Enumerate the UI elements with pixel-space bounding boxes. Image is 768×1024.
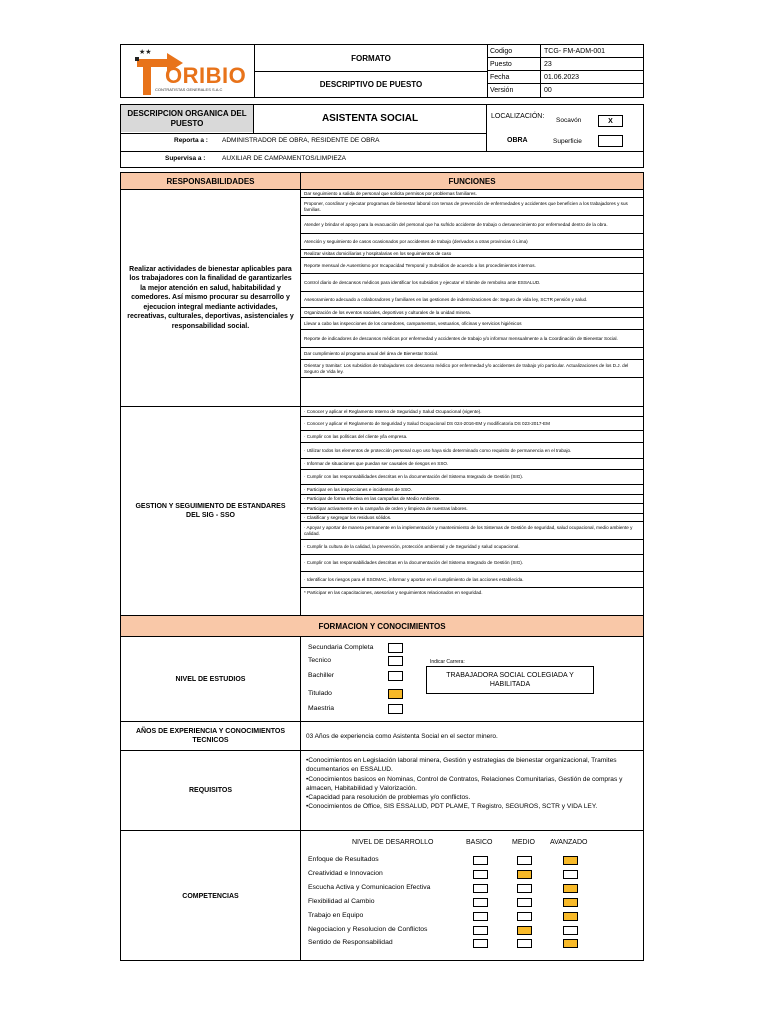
socavon-label: Socavón [556, 117, 582, 124]
competencia-medio-checkbox[interactable] [517, 926, 532, 935]
supervisa-value: AUXILIAR DE CAMPAMENTOS/LIMPIEZA [222, 155, 347, 162]
nivel-label: Titulado [308, 690, 332, 697]
funcion-item: Reporte mensual de Ausentismo por Incapacidad Temporal y Subsidios de acuerdo a los procedimientos internos. [301, 258, 643, 274]
sig-funcion-item: · Participar en las inspecciones e incidentes de SSO. [301, 485, 643, 495]
sig-funcion-item: · Clasificar y segregar los residuos sólidos. [301, 514, 643, 522]
comp-header-medio: MEDIO [512, 839, 535, 846]
funcion-item: Llevar a cabo las inspecciones de los comedores, campamentos, vestuarios, oficinas y servicios higiénicos [301, 318, 643, 330]
logo-subtitle: CONTRATISTAS GENERALES S.A.C [155, 87, 223, 92]
competencia-medio-checkbox[interactable] [517, 884, 532, 893]
formacion-header: FORMACION Y CONOCIMIENTOS [121, 616, 643, 636]
sig-funcion-item: · Informar de situaciones que puedan ser causales de riesgos en SSO. [301, 459, 643, 470]
nivel-label: Maestria [308, 705, 335, 712]
sig-funcion-item: · Cumplir la cultura de la calidad, la prevención, protección ambiental y de Seguridad y salud ocupacional. [301, 540, 643, 555]
funcion-item: Atención y seguimiento de casos ocasionados por accidentes de trabajo (derivados a otras provincias ó Lima) [301, 234, 643, 250]
funcion-item: Realizar visitas domiciliarias y hospitalarias en los seguimientos de caso [301, 250, 643, 258]
reporta-value: ADMINISTRADOR DE OBRA, RESIDENTE DE OBRA [222, 137, 380, 144]
competencia-label: Trabajo en Equipo [308, 911, 364, 919]
requisitos-label: REQUISITOS [188, 787, 233, 794]
funcion-item: Proponer, coordinar y ejecutar programas de bienestar laboral con temas de prevención de enfermedades y accidentes que beneficien a los trabajadores y sus familias. [301, 198, 643, 216]
competencia-medio-checkbox[interactable] [517, 870, 532, 879]
competencia-avanzado-checkbox[interactable] [563, 939, 578, 948]
meta-codigo-label: Codigo [490, 47, 513, 55]
svg-text:★★: ★★ [139, 48, 152, 56]
sig-funcion-item: · Conocer y aplicar el Reglamento de Seguridad y Salud Ocupacional DS 024-2016-EM y modificatoria DS 023-2017-EM [301, 417, 643, 431]
meta-fecha-value: 01.06.2023 [544, 73, 580, 81]
competencia-avanzado-checkbox[interactable] [563, 898, 578, 907]
obra-label: OBRA [507, 137, 528, 144]
comp-header-avanzado: AVANZADO [550, 839, 588, 846]
competencia-basico-checkbox[interactable] [473, 870, 488, 879]
experiencia-label: AÑOS DE EXPERIENCIA Y CONOCIMIENTOS TECNICOS [135, 728, 286, 744]
org-title: DESCRIPCION ORGANICA DEL PUESTO [121, 105, 253, 132]
meta-puesto-value: 23 [544, 60, 552, 68]
experiencia-value: 03 Años de experiencia como Asistenta Social en el sector minero. [306, 732, 498, 740]
competencia-avanzado-checkbox[interactable] [563, 884, 578, 893]
socavon-checkbox[interactable]: X [598, 115, 623, 127]
requisito-item: •Conocimientos basicos en Nominas, Control de Contratos, Relaciones Comunitarias, Gestión de compras y almacen, Habitabilidad y Valorización. [306, 775, 623, 792]
reporta-label: Reporta a : [174, 137, 208, 144]
funcion-item: Dar cumplimiento al programa anual del área de Bienestar Social. [301, 348, 643, 360]
funcion-item: Dar seguimiento a salida de personal que solicita permisos por problemas familiares. [301, 190, 643, 198]
competencia-label: Enfoque de Resultados [308, 856, 379, 863]
competencia-label: Creatividad e Innovacion [308, 869, 383, 877]
resp-block2-text: GESTION Y SEGUIMIENTO DE ESTANDARES DEL SIG - SSO [135, 502, 286, 519]
competencia-label: Escucha Activa y Comunicacion Efectiva [308, 883, 431, 891]
competencia-label: Sentido de Responsabilidad [308, 939, 393, 947]
competencia-avanzado-checkbox[interactable] [563, 870, 578, 879]
competencia-basico-checkbox[interactable] [473, 898, 488, 907]
funcion-item: Orientar y tramitar: Los subsidios de trabajadores con descanso médico por enfermedad y/o accidentes de trabajo y/o particular. Actualizaciones de los D.J. del Seguro de Vida ley. [301, 360, 643, 378]
competencia-basico-checkbox[interactable] [473, 884, 488, 893]
competencia-medio-checkbox[interactable] [517, 912, 532, 921]
sig-funcion-item: · Utilizar todos los elementos de protección personal cuyo uso haya sido determinado como requisito de permanencia en el trabajo. [301, 443, 643, 459]
formato-label: FORMATO [351, 53, 391, 63]
funcion-item: Reporte de indicadores de descansos médicos por enfermedad y accidentes de trabajo y/o informar mensualmente a la Coordinación de Bienestar Social. [301, 330, 643, 348]
funcion-item: Control diario de descansos médicos para identificar los subsidios y ejecutar el trámite de rembolso ante ESSALUD. [301, 274, 643, 292]
sig-funcion-item: * Participar en las capacitaciones, asesorías y seguimientos relacionados en seguridad. [304, 590, 483, 596]
funciones-header: FUNCIONES [301, 173, 643, 189]
funcion-item: Atender y brindar el apoyo para la evacuación del personal que ha sufrido accidente de trabajo o desvanecimiento por enfermedad dentro de la obra. [301, 216, 643, 234]
competencia-avanzado-checkbox[interactable] [563, 926, 578, 935]
sig-funcion-item: · Apoyar y aportar de manera permanente en la implementación y mantenimiento de los Sistemas de Gestión de seguridad, salud ocupacional, medio ambiente y calidad. [301, 522, 643, 540]
competencia-avanzado-checkbox[interactable] [563, 912, 578, 921]
competencia-basico-checkbox[interactable] [473, 939, 488, 948]
competencia-medio-checkbox[interactable] [517, 898, 532, 907]
sig-funcion-item: · Participar de forma efectiva en las campañas de Medio Ambiente. [301, 495, 643, 504]
meta-fecha-label: Fecha [490, 73, 510, 81]
descriptivo-label: DESCRIPTIVO DE PUESTO [319, 80, 423, 89]
competencias-label: COMPETENCIAS [182, 892, 239, 900]
funcion-item: Organización de los eventos sociales, deportivos y culturales de la unidad minera. [301, 308, 643, 318]
nivel-label: Tecnico [308, 657, 332, 664]
carrera-value: TRABAJADORA SOCIAL COLEGIADA Y HABILITADA [426, 666, 594, 694]
competencia-label: Flexibilidad al Cambio [308, 897, 375, 905]
sig-funcion-item: · Cumplir con las responsabilidades descritas en la documentación del Sistema Integrado de Gestión (SIG). [301, 470, 643, 485]
nivel-checkbox[interactable] [388, 689, 403, 699]
meta-puesto-label: Puesto [490, 60, 512, 68]
competencia-medio-checkbox[interactable] [517, 856, 532, 865]
funcion-item: Asesoramiento adecuado a colaboradores y familiares en las gestiones de indemnizaciones de: Seguro de vida ley, SCTR pensión y salud. [301, 292, 643, 308]
competencia-basico-checkbox[interactable] [473, 912, 488, 921]
superficie-checkbox[interactable] [598, 135, 623, 147]
localizacion-label: LOCALIZACIÓN: [491, 113, 545, 120]
position-title: ASISTENTA SOCIAL [321, 113, 419, 124]
superficie-label: Superficie [553, 138, 582, 145]
competencia-medio-checkbox[interactable] [517, 939, 532, 948]
comp-header-nivel: NIVEL DE DESARROLLO [352, 839, 434, 846]
nivel-checkbox[interactable] [388, 643, 403, 653]
sig-funcion-item: · Cumplir con las responsabilidades descritas en la documentación del Sistema Integrado de Gestión (SIG). [301, 555, 643, 572]
sig-funcion-item: · Cumplir con las políticas del cliente y/la empresa. [301, 431, 643, 443]
logo-text: ORIBIO [165, 63, 247, 88]
requisitos-list [306, 756, 638, 812]
competencia-label: Negociacion y Resolucion de Conflictos [308, 925, 428, 933]
nivel-label: Secundaria Completa [308, 644, 374, 651]
comp-header-basico: BASICO [466, 839, 493, 846]
sig-funcion-item: · Participar activamente en la campaña de orden y limpieza de nuestras labores. [301, 504, 643, 514]
meta-version-label: Versión [490, 86, 514, 94]
competencia-basico-checkbox[interactable] [473, 926, 488, 935]
requisito-item: •Conocimientos de Office, SIS ESSALUD, PDT PLAME, T Registro, SEGUROS, SCTR y VIDA LEY. [306, 803, 598, 811]
meta-table [488, 45, 643, 97]
competencia-avanzado-checkbox[interactable] [563, 856, 578, 865]
requisito-item: •Capacidad para resolución de problemas y/o conflictos. [306, 794, 471, 802]
meta-codigo-value: TCG- FM-ADM-001 [544, 47, 606, 55]
supervisa-label: Supervisa a : [165, 155, 206, 162]
nivel-checkbox[interactable] [388, 704, 403, 714]
nivel-checkbox[interactable] [388, 656, 403, 666]
sig-funcion-item: · Conocer y aplicar el Reglamento Interno de Seguridad y Salud Ocupacional (vigente). [301, 407, 643, 417]
company-logo [121, 45, 255, 97]
requisito-item: •Conocimientos en Legislación laboral minera, Gestión y estrategias de bienestar organizacional, Tramites documentarios en ESSALUD. [306, 757, 617, 774]
nivel-checkbox[interactable] [388, 671, 403, 681]
nivel-label: Bachiller [308, 672, 335, 679]
nivel-estudios-label: NIVEL DE ESTUDIOS [175, 675, 246, 683]
sig-funcion-item: · Identificar los riesgos para el SSOMAC, informar y aportar en el cumplimiento de las acciones establecida. [301, 572, 643, 588]
competencia-basico-checkbox[interactable] [473, 856, 488, 865]
resp-header: RESPONSABILIDADES [121, 173, 300, 189]
resp-block1-text: Realizar actividades de bienestar aplicables para los trabajadores con la finalidad de garantizarles la mejor atención en salud, habitabilidad y comedores. Así mismo procurar su desarrollo y ejecucion integral mediante actividades, recreativas, culturales, deportivas, asistenciales y responsabilidad social. [127, 265, 294, 330]
meta-version-value: 00 [544, 86, 552, 94]
carrera-label: Indicar Carrera: [430, 659, 465, 665]
